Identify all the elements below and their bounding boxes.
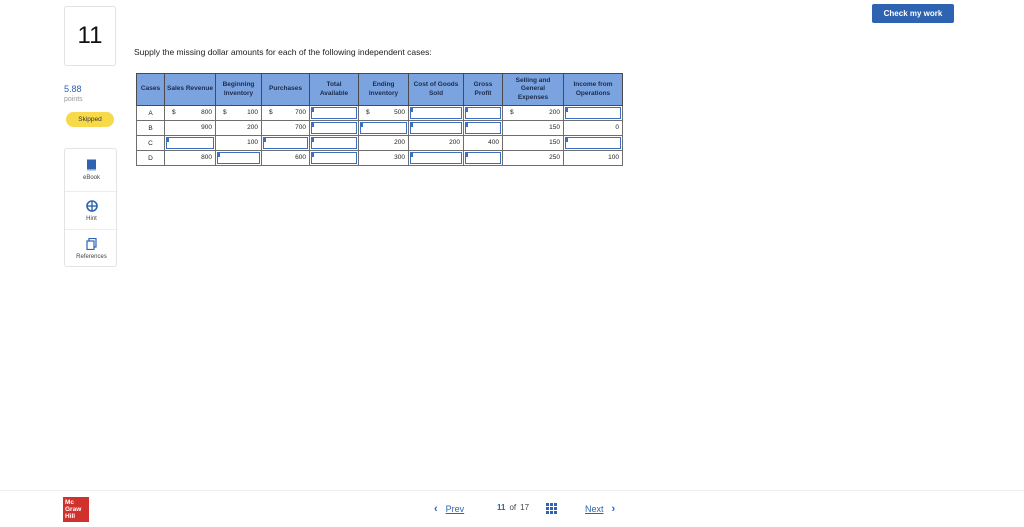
purchases-cell xyxy=(262,121,310,136)
sales-revenue-cell xyxy=(165,136,216,151)
col-header: Purchases xyxy=(262,74,310,106)
cogs-cell xyxy=(409,106,464,121)
ending-inventory-cell xyxy=(359,151,409,166)
sga-cell xyxy=(503,151,564,166)
purchases-cell xyxy=(262,106,310,121)
total-available-cell xyxy=(310,121,359,136)
table-row xyxy=(137,136,623,151)
gross-profit-cell xyxy=(464,121,503,136)
value: 200 xyxy=(394,139,405,146)
answer-input[interactable] xyxy=(465,122,501,134)
gross-profit-cell xyxy=(464,106,503,121)
sga-cell xyxy=(503,121,564,136)
value: 150 xyxy=(549,124,560,131)
check-my-work-button[interactable]: Check my work xyxy=(872,4,954,23)
col-header: Gross Profit xyxy=(464,74,503,106)
value: 250 xyxy=(549,154,560,161)
sales-revenue-cell xyxy=(165,106,216,121)
value: 200 xyxy=(247,124,258,131)
page-of: of xyxy=(509,503,517,512)
value: 150 xyxy=(549,139,560,146)
case-label: D xyxy=(137,151,165,166)
total-available-cell xyxy=(310,136,359,151)
total-available-cell xyxy=(310,106,359,121)
answer-input[interactable] xyxy=(311,122,357,134)
answer-input[interactable] xyxy=(565,107,621,119)
case-label: C xyxy=(137,136,165,151)
ending-inventory-cell xyxy=(359,106,409,121)
value: 100 xyxy=(247,109,258,116)
ebook-button[interactable] xyxy=(65,151,118,189)
purchases-cell xyxy=(262,151,310,166)
col-header: Income from Operations xyxy=(564,74,623,106)
next-label: Next xyxy=(585,504,604,514)
total-available-cell xyxy=(310,151,359,166)
currency-symbol: $ xyxy=(510,109,514,116)
sales-revenue-cell xyxy=(165,121,216,136)
ebook-label: eBook xyxy=(82,175,100,181)
question-number: 11 xyxy=(64,6,116,66)
references-button[interactable] xyxy=(65,229,118,267)
page-total: 17 xyxy=(520,503,530,512)
points-label: points xyxy=(64,96,83,103)
income-cell xyxy=(564,121,623,136)
answer-input[interactable] xyxy=(565,137,621,149)
table-header-row xyxy=(137,74,623,106)
chevron-left-icon: ‹ xyxy=(434,503,438,515)
answer-input[interactable] xyxy=(410,107,462,119)
col-header: Total Available xyxy=(310,74,359,106)
page-indicator xyxy=(497,503,529,512)
answer-input[interactable] xyxy=(217,152,260,164)
income-cell xyxy=(564,151,623,166)
value: 900 xyxy=(201,124,212,131)
table-row xyxy=(137,121,623,136)
tools-panel xyxy=(64,148,117,267)
document-icon xyxy=(86,238,97,250)
cogs-cell xyxy=(409,151,464,166)
book-icon xyxy=(86,159,97,171)
col-header: Cases xyxy=(137,74,165,106)
value: 600 xyxy=(295,154,306,161)
case-label: B xyxy=(137,121,165,136)
grid-icon[interactable] xyxy=(546,503,557,514)
table-row xyxy=(137,151,623,166)
income-cell xyxy=(564,106,623,121)
currency-symbol: $ xyxy=(172,109,176,116)
cogs-cell xyxy=(409,121,464,136)
value: 0 xyxy=(615,124,619,131)
currency-symbol: $ xyxy=(366,109,370,116)
answer-input[interactable] xyxy=(311,152,357,164)
answer-input[interactable] xyxy=(360,122,407,134)
beginning-inventory-cell xyxy=(216,121,262,136)
cases-table xyxy=(136,73,623,166)
value: 700 xyxy=(295,109,306,116)
question-prompt: Supply the missing dollar amounts for each of the following independent cases: xyxy=(134,47,432,57)
answer-input[interactable] xyxy=(465,152,501,164)
col-header: Sales Revenue xyxy=(165,74,216,106)
table-row xyxy=(137,106,623,121)
answer-input[interactable] xyxy=(166,137,214,149)
references-label: References xyxy=(76,253,107,260)
currency-symbol: $ xyxy=(269,109,273,116)
currency-symbol: $ xyxy=(223,109,227,116)
value: 500 xyxy=(394,109,405,116)
value: 700 xyxy=(295,124,306,131)
beginning-inventory-cell xyxy=(216,106,262,121)
value: 100 xyxy=(608,154,619,161)
col-header: Selling and General Expenses xyxy=(503,74,564,106)
value: 800 xyxy=(201,109,212,116)
col-header: Cost of Goods Sold xyxy=(409,74,464,106)
ending-inventory-cell xyxy=(359,136,409,151)
answer-input[interactable] xyxy=(410,122,462,134)
ending-inventory-cell xyxy=(359,121,409,136)
value: 800 xyxy=(201,154,212,161)
prev-label: Prev xyxy=(445,504,465,514)
beginning-inventory-cell xyxy=(216,136,262,151)
points-value: 5.88 xyxy=(64,84,82,94)
beginning-inventory-cell xyxy=(216,151,262,166)
value: 300 xyxy=(394,154,405,161)
mcgraw-hill-logo: Mc Graw Hill xyxy=(63,497,89,522)
answer-input[interactable] xyxy=(311,137,357,149)
cogs-cell xyxy=(409,136,464,151)
hint-button[interactable] xyxy=(65,191,118,229)
purchases-cell xyxy=(262,136,310,151)
next-button[interactable] xyxy=(585,503,615,515)
answer-input[interactable] xyxy=(465,107,501,119)
value: 200 xyxy=(549,109,560,116)
chevron-right-icon: › xyxy=(611,503,616,515)
page-current: 11 xyxy=(497,503,506,512)
status-badge: Skipped xyxy=(66,112,114,127)
answer-input[interactable] xyxy=(263,137,308,149)
gross-profit-cell xyxy=(464,151,503,166)
gross-profit-cell xyxy=(464,136,503,151)
answer-input[interactable] xyxy=(410,152,462,164)
value: 100 xyxy=(247,139,258,146)
case-label: A xyxy=(137,106,165,121)
hint-label: Hint xyxy=(86,215,97,222)
col-header: Beginning Inventory xyxy=(216,74,262,106)
answer-input[interactable] xyxy=(311,107,357,119)
sales-revenue-cell xyxy=(165,151,216,166)
income-cell xyxy=(564,136,623,151)
prev-button[interactable] xyxy=(434,503,464,515)
sga-cell xyxy=(503,106,564,121)
value: 200 xyxy=(449,139,460,146)
col-header: Ending Inventory xyxy=(359,74,409,106)
globe-icon xyxy=(86,200,98,212)
footer-divider xyxy=(0,490,1024,491)
sga-cell xyxy=(503,136,564,151)
value: 400 xyxy=(488,139,499,146)
